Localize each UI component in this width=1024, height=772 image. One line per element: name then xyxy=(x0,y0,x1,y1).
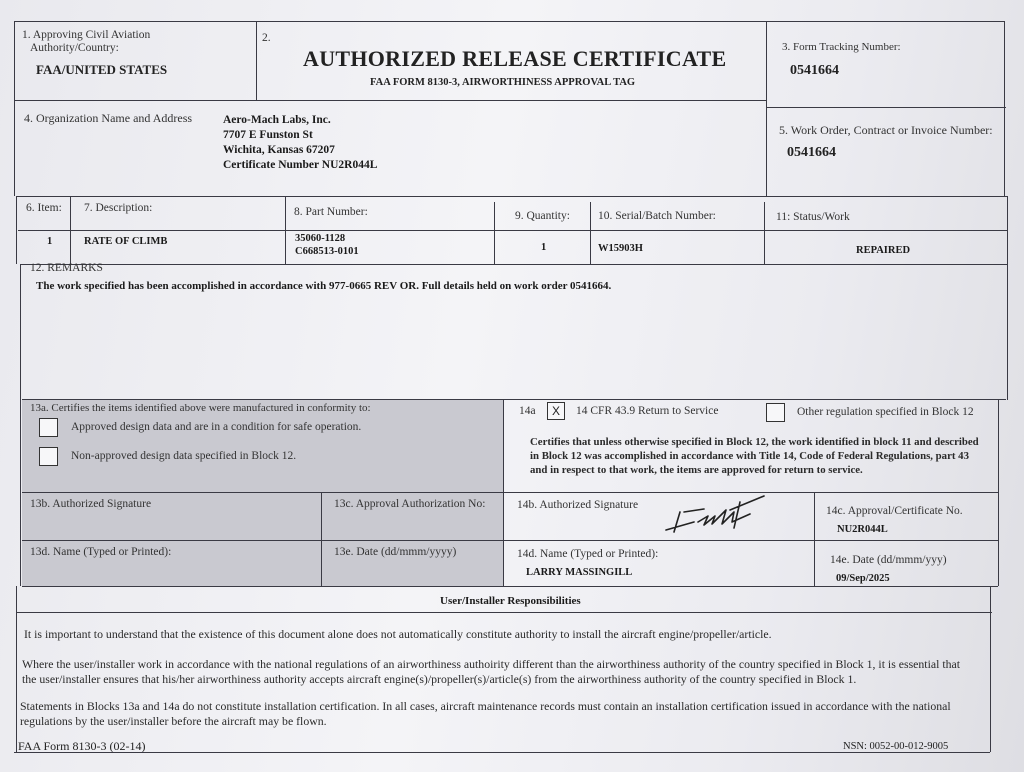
nsn-number: NSN: 0052-00-012-9005 xyxy=(843,741,949,752)
form-identifier: FAA Form 8130-3 (02-14) xyxy=(18,739,146,753)
approved-design-label: Approved design data and are in a condition for safe operation. xyxy=(71,421,362,433)
certificate-date: 09/Sep/2025 xyxy=(836,573,890,584)
form-tracking-number: 0541664 xyxy=(790,63,839,78)
block-1-value: FAA/UNITED STATES xyxy=(36,62,168,77)
quantity-header: 9. Quantity: xyxy=(515,210,570,222)
block-14e-label: 14e. Date (dd/mmm/yyy) xyxy=(830,554,947,566)
block-14b-label: 14b. Authorized Signature xyxy=(517,499,639,511)
work-order-number: 0541664 xyxy=(787,145,836,160)
block-14d-label: 14d. Name (Typed or Printed): xyxy=(517,548,659,560)
block-13a-label: 13a. Certifies the items identified above were manufactured in conformity to: xyxy=(30,402,371,414)
non-approved-design-checkbox[interactable] xyxy=(39,447,58,466)
status-header: 11: Status/Work xyxy=(776,211,850,223)
block-5-label: 5. Work Order, Contract or Invoice Number: xyxy=(779,123,993,137)
block-14c-label: 14c. Approval/Certificate No. xyxy=(826,505,963,517)
part-number-header: 8. Part Number: xyxy=(294,206,368,218)
org-name: Aero-Mach Labs, Inc. xyxy=(223,114,331,126)
block-14a-statement: Certifies that unless otherwise specified in Block 12, the work identified in block 11 and described in Block 12 was accomplished in accordance with Title 14, Code of Federal Regulations, part 43 and in respect to that work, the items are approved for return to service. xyxy=(530,436,979,476)
item-number: 1 xyxy=(47,236,53,247)
return-to-service-checkbox[interactable]: X xyxy=(547,402,565,420)
remarks-text: The work specified has been accomplished in accordance with 977-0665 REV OR. Full details held on work order 0541664. xyxy=(36,280,612,292)
block-2-label: 2. xyxy=(262,32,271,44)
return-to-service-label: 14 CFR 43.9 Return to Service xyxy=(576,405,719,417)
responsibilities-paragraph-2: Where the user/installer work in accordance with the national regulations of an airworthiness authoirity different than the airworthiness authority of the country specified in Block 1, it is essential that the user/installer ensures that his/her airworthiness authority accepts aircraft engine(s)/propeller(s)/article(s) from the airworthiness authority of the country specified in Block 1. xyxy=(22,657,961,686)
block-13b-label: 13b. Authorized Signature xyxy=(30,498,152,510)
item-quantity: 1 xyxy=(541,242,547,253)
block-3-label: 3. Form Tracking Number: xyxy=(782,41,901,53)
block-13d-label: 13d. Name (Typed or Printed): xyxy=(30,546,172,558)
other-regulation-label: Other regulation specified in Block 12 xyxy=(797,406,974,418)
responsibilities-paragraph-1: It is important to understand that the existence of this document alone does not automatically constitute authority to install the aircraft engine/propeller/article. xyxy=(24,627,772,641)
responsibilities-heading: User/Installer Responsibilities xyxy=(440,595,581,607)
block-13c-label: 13c. Approval Authorization No: xyxy=(334,498,486,510)
description-header: 7. Description: xyxy=(84,202,153,214)
block-1-label: 1. Approving Civil Aviation Authority/Country: xyxy=(22,29,151,55)
block-13e-label: 13e. Date (dd/mmm/yyyy) xyxy=(334,546,457,558)
block-4-label: 4. Organization Name and Address xyxy=(24,111,193,125)
item-header: 6. Item: xyxy=(26,202,62,214)
org-city: Wichita, Kansas 67207 xyxy=(223,144,335,156)
block-14a-label: 14a xyxy=(519,405,536,417)
signer-name: LARRY MASSINGILL xyxy=(526,567,633,578)
org-certificate: Certificate Number NU2R044L xyxy=(223,159,378,171)
responsibilities-paragraph-3: Statements in Blocks 13a and 14a do not constitute installation certification. In all cases, aircraft maintenance records must contain an installation certification issued in accordance with the national regulations by the user/installer before the aircraft may be flown. xyxy=(20,699,951,728)
part-number-2: C668513-0101 xyxy=(295,246,359,257)
other-regulation-checkbox[interactable] xyxy=(766,403,785,422)
non-approved-design-label: Non-approved design data specified in Block 12. xyxy=(71,450,297,462)
approval-certificate-number: NU2R044L xyxy=(837,524,888,535)
approved-design-checkbox[interactable] xyxy=(39,418,58,437)
form-subtitle: FAA FORM 8130-3, AIRWORTHINESS APPROVAL TAG xyxy=(370,77,636,88)
serial-number: W15903H xyxy=(598,243,643,254)
remarks-label: 12. REMARKS xyxy=(30,262,103,274)
part-number-1: 35060-1128 xyxy=(295,233,346,244)
status-work: REPAIRED xyxy=(856,245,911,256)
org-street: 7707 E Funston St xyxy=(223,129,313,141)
authorized-signature xyxy=(660,492,770,536)
serial-header: 10. Serial/Batch Number: xyxy=(598,210,716,222)
form-title: AUTHORIZED RELEASE CERTIFICATE xyxy=(303,46,727,71)
item-description: RATE OF CLIMB xyxy=(84,236,168,247)
